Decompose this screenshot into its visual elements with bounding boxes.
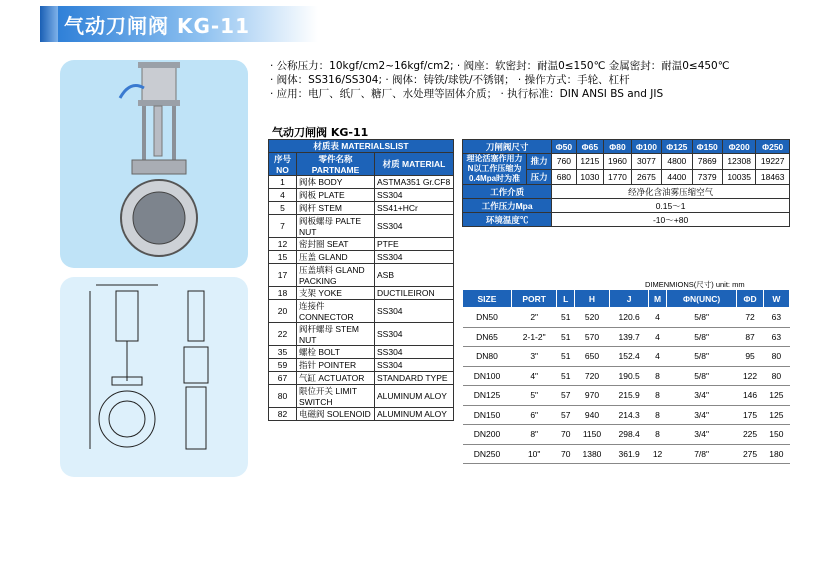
part-number: 4 [269,189,297,202]
part-material: STANDARD TYPE [375,372,454,385]
part-material: ALUMINUM ALOY [375,385,454,408]
dim-col-header: L [557,290,575,308]
dim-col-header: ΦN(UNC) [666,290,737,308]
pull-value: 4400 [662,169,692,185]
part-name: 阀体 BODY [297,176,375,189]
dim-cell: DN200 [463,425,512,445]
thrust-value: 4800 [662,154,692,170]
section-subtitle: 气动刀闸阀 KG-11 [272,126,369,139]
table-row [269,359,454,372]
dim-cell: 175 [737,405,763,425]
page-title: 气动刀闸阀 KG-11 [64,14,251,38]
technical-drawing [60,277,248,477]
pull-value: 1030 [576,169,604,185]
valve-drawing-illustration [60,277,248,477]
spec-bullets [270,59,730,101]
spec-col-header: Φ100 [631,140,661,154]
dim-cell: 80 [763,347,789,367]
pull-label: 压力 [527,169,552,185]
thrust-value: 760 [552,154,576,170]
dim-cell: 87 [737,327,763,347]
dim-col-header: H [574,290,609,308]
table-row [269,323,454,346]
part-number: 15 [269,251,297,264]
dim-cell: 146 [737,386,763,406]
table-row [269,300,454,323]
part-material: ASTMA351 Gr.CF8 [375,176,454,189]
part-name: 压盖填料 GLAND PACKING [297,264,375,287]
dim-cell: 3/4" [666,425,737,445]
part-material: SS304 [375,359,454,372]
part-name: 限位开关 LIMIT SWITCH [297,385,375,408]
dim-cell: 720 [574,366,609,386]
dim-cell: 2-1-2" [511,327,557,347]
medium-value: 经净化含油雾压缩空气 [552,185,790,199]
dim-cell: 190.5 [609,366,648,386]
part-material: SS304 [375,323,454,346]
dim-cell: 520 [574,308,609,328]
part-number: 22 [269,323,297,346]
dim-cell: 940 [574,405,609,425]
dim-cell: 122 [737,366,763,386]
table-row [269,372,454,385]
dim-cell: 8" [511,425,557,445]
dim-cell: 1150 [574,425,609,445]
dim-col-header: SIZE [463,290,512,308]
part-number: 7 [269,215,297,238]
part-number: 18 [269,287,297,300]
spec-col-header: Φ200 [722,140,756,154]
dim-cell: 5" [511,386,557,406]
part-material: SS41+HCr [375,202,454,215]
thrust-value: 12308 [722,154,756,170]
header-accent-bar [40,6,58,42]
table-row [269,189,454,202]
spec-col-header: Φ80 [604,140,632,154]
dim-cell: DN50 [463,308,512,328]
table-row [463,444,790,464]
dim-cell: DN125 [463,386,512,406]
pull-value: 18463 [756,169,790,185]
part-name: 阀板螺母 PALTE NUT [297,215,375,238]
dim-cell: 125 [763,405,789,425]
bullet-line: · 公称压力：10kgf/cm2~16kgf/cm2; · 阀座：软密封：耐温0≤150℃ 金属密封：耐温0≤450℃ [270,60,730,72]
dim-cell: 139.7 [609,327,648,347]
part-number: 1 [269,176,297,189]
part-number: 12 [269,238,297,251]
dim-cell: 95 [737,347,763,367]
dim-cell: 5/8" [666,327,737,347]
pull-value: 680 [552,169,576,185]
dim-cell: 970 [574,386,609,406]
part-material: ALUMINUM ALOY [375,408,454,421]
dim-cell: 4" [511,366,557,386]
dim-cell: 6" [511,405,557,425]
dim-cell: 5/8" [666,308,737,328]
table-row [269,176,454,189]
table-row [269,287,454,300]
part-number: 35 [269,346,297,359]
spec-col-header: Φ150 [692,140,722,154]
dim-cell: 8 [649,366,667,386]
table-row [463,347,790,367]
table-row [463,308,790,328]
table-row [269,264,454,287]
dim-cell: DN80 [463,347,512,367]
part-name: 指针 POINTER [297,359,375,372]
dim-cell: 8 [649,405,667,425]
part-number: 17 [269,264,297,287]
table-row [269,251,454,264]
part-name: 支架 YOKE [297,287,375,300]
dim-cell: 2" [511,308,557,328]
dim-col-header: PORT [511,290,557,308]
actuator-spec-table [462,139,790,227]
col-header: 零件名称 PARTNAME [297,153,375,176]
dim-cell: 8 [649,425,667,445]
part-name: 阀杆 STEM [297,202,375,215]
part-material: SS304 [375,189,454,202]
thrust-label: 推力 [527,154,552,170]
part-material: SS304 [375,300,454,323]
part-name: 气缸 ACTUATOR [297,372,375,385]
pressure-label: 工作压力Mpa [463,199,552,213]
dim-cell: 3" [511,347,557,367]
thrust-value: 19227 [756,154,790,170]
dim-cell: 361.9 [609,444,648,464]
dim-cell: 225 [737,425,763,445]
pressure-value: 0.15～1 [552,199,790,213]
part-material: SS304 [375,251,454,264]
dim-cell: 51 [557,347,575,367]
dim-col-header: M [649,290,667,308]
dim-cell: 80 [763,366,789,386]
spec-col-header: Φ250 [756,140,790,154]
part-name: 密封圈 SEAT [297,238,375,251]
part-material: SS304 [375,215,454,238]
dim-cell: 4 [649,327,667,347]
part-number: 82 [269,408,297,421]
dimensions-caption: DIMENMIONS(尺寸) unit: mm [645,280,745,289]
dim-cell: 51 [557,308,575,328]
dim-cell: 57 [557,386,575,406]
dim-cell: 125 [763,386,789,406]
part-name: 电磁阀 SOLENOID [297,408,375,421]
dim-col-header: W [763,290,789,308]
dimensions-table [462,289,790,464]
dim-cell: 4 [649,308,667,328]
spec-col-header: 刀闸阀尺寸 [463,140,552,154]
dim-col-header: J [609,290,648,308]
materials-title: 材质表 MATERIALSLIST [269,140,454,153]
table-row [269,385,454,408]
bullet-line: · 应用：电厂、纸厂、糖厂、水处理等固体介质； · 执行标准：DIN ANSI BS and JIS [270,88,664,100]
part-name: 螺栓 BOLT [297,346,375,359]
dim-cell: DN65 [463,327,512,347]
dim-cell: 215.9 [609,386,648,406]
dim-cell: 120.6 [609,308,648,328]
dim-cell: 57 [557,405,575,425]
thrust-value: 3077 [631,154,661,170]
part-material: PTFE [375,238,454,251]
temp-label: 环境温度℃ [463,213,552,227]
dim-cell: 51 [557,366,575,386]
part-number: 20 [269,300,297,323]
dim-cell: 72 [737,308,763,328]
dim-cell: DN150 [463,405,512,425]
dim-cell: 10" [511,444,557,464]
dim-cell: 298.4 [609,425,648,445]
spec-col-header: Φ50 [552,140,576,154]
dim-cell: 70 [557,444,575,464]
bullet-line: · 阀体：SS316/SS304; · 阀体：铸铁/球铁/不锈钢； · 操作方式：手轮、杠杆 [270,74,630,86]
dim-cell: 3/4" [666,386,737,406]
dim-cell: 150 [763,425,789,445]
table-row [463,366,790,386]
pull-value: 7379 [692,169,722,185]
dim-cell: 8 [649,386,667,406]
pull-value: 1770 [604,169,632,185]
dim-cell: 570 [574,327,609,347]
part-number: 59 [269,359,297,372]
temp-value: -10～+80 [552,213,790,227]
pull-value: 10035 [722,169,756,185]
spec-col-header: Φ65 [576,140,604,154]
dim-cell: 3/4" [666,405,737,425]
dim-cell: 63 [763,308,789,328]
part-name: 阀板 PLATE [297,189,375,202]
table-row [463,425,790,445]
col-header: 序号 NO [269,153,297,176]
table-row [463,405,790,425]
dim-cell: 1380 [574,444,609,464]
dim-cell: 4 [649,347,667,367]
valve-photo-illustration [60,60,248,268]
table-row [269,346,454,359]
table-row [463,327,790,347]
dim-cell: 180 [763,444,789,464]
table-row [269,215,454,238]
dim-cell: 275 [737,444,763,464]
spec-col-header: Φ125 [662,140,692,154]
part-material: SS304 [375,346,454,359]
part-name: 压盖 GLAND [297,251,375,264]
dim-cell: 650 [574,347,609,367]
materials-table [268,139,454,421]
part-name: 连接件 CONNECTOR [297,300,375,323]
dim-cell: DN100 [463,366,512,386]
product-photo [60,60,248,268]
dim-cell: 51 [557,327,575,347]
thrust-value: 1960 [604,154,632,170]
medium-label: 工作介质 [463,185,552,199]
col-header: 材质 MATERIAL [375,153,454,176]
dim-cell: 152.4 [609,347,648,367]
pull-value: 2675 [631,169,661,185]
part-number: 67 [269,372,297,385]
part-name: 阀杆螺母 STEM NUT [297,323,375,346]
dim-cell: 7/8" [666,444,737,464]
dim-cell: DN250 [463,444,512,464]
table-row [269,408,454,421]
part-number: 5 [269,202,297,215]
part-material: ASB [375,264,454,287]
dim-cell: 63 [763,327,789,347]
table-row [463,386,790,406]
part-material: DUCTILEIRON [375,287,454,300]
dim-cell: 5/8" [666,366,737,386]
dim-cell: 5/8" [666,347,737,367]
table-row [269,238,454,251]
dim-col-header: ΦD [737,290,763,308]
thrust-value: 1215 [576,154,604,170]
dim-cell: 70 [557,425,575,445]
thrust-value: 7869 [692,154,722,170]
dim-cell: 214.3 [609,405,648,425]
dim-cell: 12 [649,444,667,464]
force-label: 理论活塞作用力N以工作压缩为0.4Mpa时为准 [463,154,527,185]
table-row [269,202,454,215]
part-number: 80 [269,385,297,408]
